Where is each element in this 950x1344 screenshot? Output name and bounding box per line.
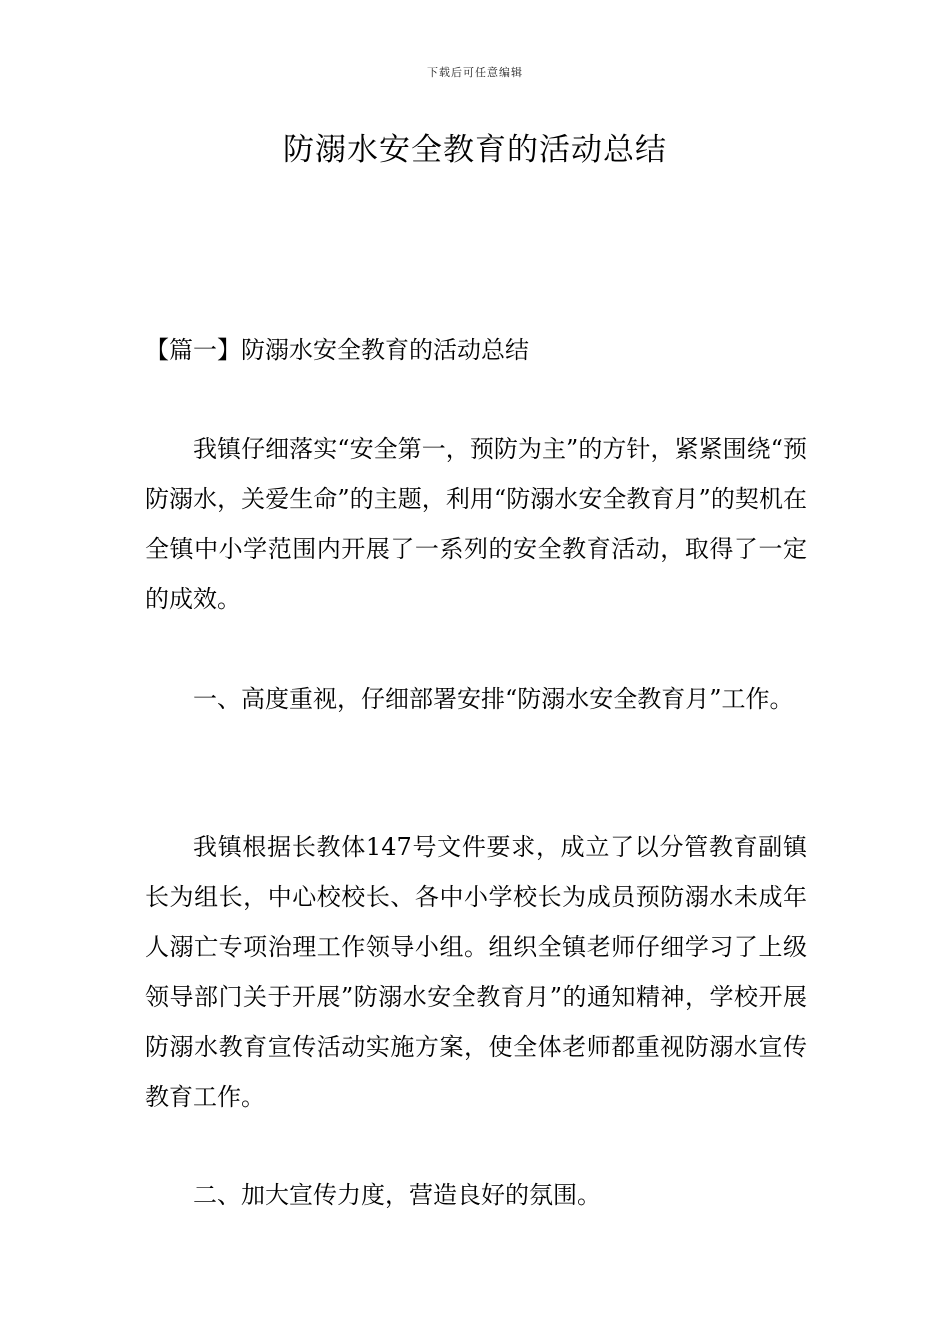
section-heading: 【篇一】防溺水安全教育的活动总结 xyxy=(145,336,529,364)
document-title: 防溺水安全教育的活动总结 xyxy=(283,132,667,168)
subheading-1: 一、高度重视，仔细部署安排“防溺水安全教育月”工作。 xyxy=(193,685,794,713)
intro-paragraph: 我镇仔细落实“安全第一，预防为主”的方针，紧紧围绕“预防溺水，关爱生命”的主题，利用“防溺水安全教育月”的契机在全镇中小学范围内开展了一系列的安全教育活动，取得了一定的成效。 xyxy=(145,435,807,613)
header-note: 下载后可任意编辑 xyxy=(427,66,523,79)
subheading-2: 二、加大宣传力度，营造良好的氛围。 xyxy=(193,1181,601,1209)
body-paragraph-1: 我镇根据长教体147号文件要求，成立了以分管教育副镇长为组长，中心校校长、各中小学校长为成员预防溺水未成年人溺亡专项治理工作领导小组。组织全镇老师仔细学习了上级领导部门关于开展”防溺水安全教育月”的通知精神，学校开展防溺水教育宣传活动实施方案，使全体老师都重视防溺水宣传教育工作。 xyxy=(145,833,807,1111)
